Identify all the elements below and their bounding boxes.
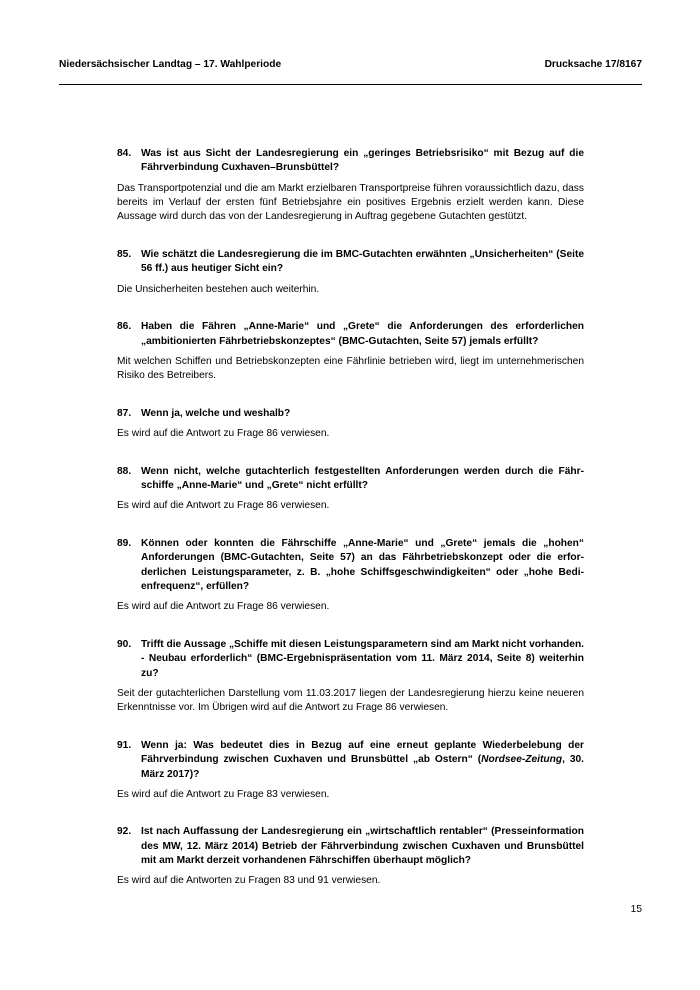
header-doc-number: Drucksache 17/8167: [544, 59, 642, 70]
question-number: 88.: [117, 465, 132, 477]
qa-item-84: [117, 147, 584, 225]
qa-item-87: [117, 407, 584, 442]
document-body: [117, 147, 584, 912]
answer-text: Mit welchen Schiffen und Betriebskonzepten eine Fährlinie betrieben wird, liegt im unternehmerischen Risiko des Betreibers.: [117, 355, 584, 382]
answer-text: Das Transportpotenzial und die am Markt erzielbaren Transportpreise führen voraussichtlich dazu, dass bereits im Verlauf der ersten fünf Betriebsjahre ein positives Ergebnis erzielt werden kann. Diese Aussage wird durch das von der Landesregierung in Auftrag gegebene Gutachten gestützt.: [117, 182, 584, 223]
qa-item-86: [117, 320, 584, 383]
qa-item-92: [117, 825, 584, 888]
question-number: 91.: [117, 739, 132, 751]
question: [117, 320, 584, 349]
answer-text: Es wird auf die Antworten zu Fragen 83 und 91 verwiesen.: [117, 875, 381, 887]
answer-text: Die Unsicherheiten bestehen auch weiterhin.: [117, 283, 320, 295]
question-number: 87.: [117, 407, 132, 419]
question-text-end: , 30. März 2017)?: [141, 754, 584, 780]
answer-text: Es wird auf die Antwort zu Frage 86 verwiesen.: [117, 500, 330, 512]
answer-text: Es wird auf die Antwort zu Frage 83 verwiesen.: [117, 788, 330, 800]
question-number: 85.: [117, 249, 132, 261]
question-text: Wie schätzt die Landesregierung die im BMC-Gutachten erwähnten „Unsicherheiten“ (Seite 56 ff.) aus heutiger Sicht ein?: [141, 249, 584, 275]
question-text: Wenn nicht, welche gutachterlich festgestellten Anforderungen werden durch die Fährschiffe „Anne-Marie“ und „Grete“ nicht erfüllt?: [141, 465, 584, 492]
qa-item-89: [117, 537, 584, 615]
question-text: Können oder konnten die Fährschiffe „Anne-Marie“ und „Grete“ jemals die „hohen“ Anforderungen (BMC-Gutachten, Seite 57) an das Fährbetriebskonzept oder die erforderlichen Leistungsparameter, z. B. „hohe Schiffsgeschwindigkeiten“ oder „hohe Bedienfrequenz“, erfüllen?: [141, 537, 584, 593]
qa-item-91: [117, 739, 584, 802]
question-number: 86.: [117, 321, 132, 333]
header-title: Niedersächsischer Landtag – 17. Wahlperiode: [59, 59, 282, 70]
question: [117, 407, 584, 421]
question-number: 84.: [117, 148, 132, 159]
header-rule: [59, 84, 642, 85]
question-text: Wenn ja: Was bedeutet dies in Bezug auf eine erneut geplante Wiederbelebung der Fährverbindung zwischen Cuxhaven und Brunsbüttel „ab Ostern“ (: [141, 739, 584, 766]
question-number: 89.: [117, 537, 132, 549]
newspaper-title: Nordsee-Zeitung: [481, 754, 563, 766]
answer-text: Es wird auf die Antwort zu Frage 86 verwiesen.: [117, 601, 330, 613]
question-text: Wenn ja, welche und weshalb?: [141, 407, 291, 419]
question: [117, 537, 584, 595]
question-text: Haben die Fähren „Anne-Marie“ und „Grete“ die Anforderungen des erforderlichen „ambitionierten Fährbetriebskonzeptes“ (BMC-Gutachten, Seite 57) jemals erfüllt?: [141, 321, 584, 347]
answer-text: Seit der gutachterlichen Darstellung vom 11.03.2017 liegen der Landesregierung hierzu keine neueren Erkenntnisse vor. Im Übrigen wird auf die Antwort zu Frage 86 verwiesen.: [117, 687, 584, 714]
qa-item-90: [117, 638, 584, 716]
question: [117, 638, 584, 681]
question-number: 90.: [117, 638, 132, 650]
question: [117, 825, 584, 868]
question-number: 92.: [117, 826, 132, 838]
question-text: Was ist aus Sicht der Landesregierung ein „geringes Betriebsrisiko“ mit Bezug auf die Fährverbindung Cuxhaven–Brunsbüttel?: [141, 148, 584, 174]
question: [117, 248, 584, 277]
question: [117, 465, 584, 494]
qa-item-85: [117, 248, 584, 297]
question: [117, 739, 584, 782]
question-text: Trifft die Aussage „Schiffe mit diesen Leistungsparametern sind am Markt nicht vorhanden. - Neubau erforderlich“ (BMC-Ergebnispräsentation vom 11. März 2014, Seite 8) weiterhin zu?: [141, 638, 584, 679]
question: [117, 147, 584, 176]
question-text: Ist nach Auffassung der Landesregierung ein „wirtschaftlich rentabler“ (Presseinformation des MW, 12. März 2014) Betrieb der Fährverbindung zwischen Cuxhaven und Brunsbüttel mit am Markt derzeit vorhandenen Fährschiffen überhaupt möglich?: [141, 826, 584, 867]
qa-item-88: [117, 465, 584, 514]
page-number: 15: [630, 904, 642, 915]
answer-text: Es wird auf die Antwort zu Frage 86 verwiesen.: [117, 428, 330, 440]
